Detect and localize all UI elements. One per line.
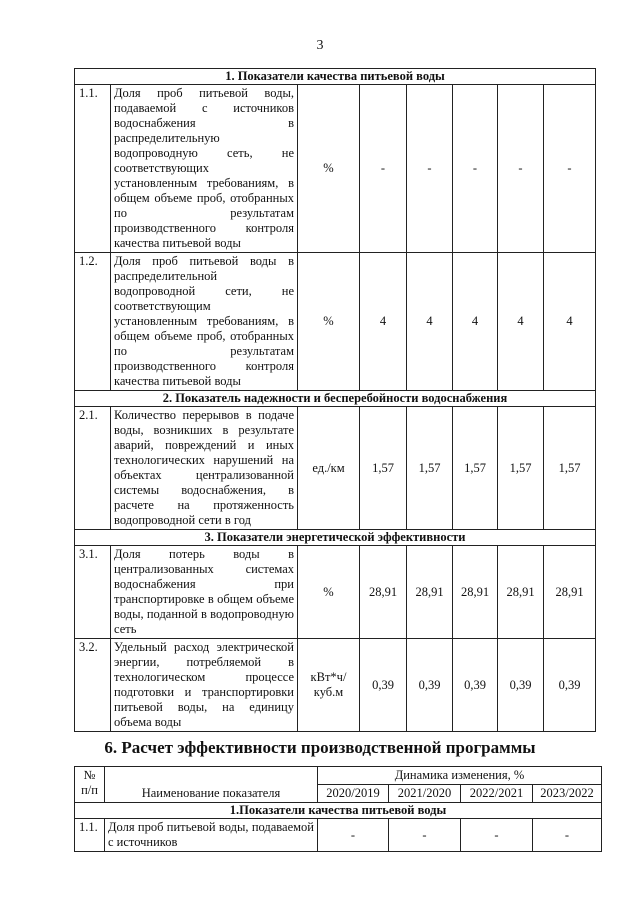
unit-cell: % bbox=[298, 546, 360, 639]
section-title: 2. Показатель надежности и бесперебойности водоснабжения bbox=[75, 391, 596, 407]
indicators-table bbox=[74, 68, 596, 732]
value-cell: 4 bbox=[407, 253, 453, 391]
value-cell: 0,39 bbox=[360, 639, 407, 732]
value-cell: - bbox=[544, 85, 596, 253]
value-cell: - bbox=[318, 819, 389, 852]
table-row bbox=[75, 639, 596, 732]
row-number: 3.2. bbox=[75, 639, 111, 732]
table-row bbox=[75, 253, 596, 391]
row-number: 1.1. bbox=[75, 819, 105, 852]
section-heading: 6. Расчет эффективности производственной программы bbox=[104, 738, 536, 757]
value-cell: 28,91 bbox=[544, 546, 596, 639]
table-row bbox=[75, 546, 596, 639]
value-cell: - bbox=[389, 819, 461, 852]
year-header: 2022/2021 bbox=[461, 785, 533, 803]
page-number: 3 bbox=[316, 38, 324, 53]
table-row bbox=[75, 85, 596, 253]
row-description: Доля потерь воды в централизованных системах водоснабжения при транспортировке в общем объеме воды, поданной в водопроводную сеть bbox=[111, 546, 298, 639]
value-cell: - bbox=[498, 85, 544, 253]
unit-cell: кВт*ч/ куб.м bbox=[298, 639, 360, 732]
value-cell: 0,39 bbox=[544, 639, 596, 732]
value-cell: 28,91 bbox=[498, 546, 544, 639]
value-cell: - bbox=[453, 85, 498, 253]
row-number: 3.1. bbox=[75, 546, 111, 639]
value-cell: 28,91 bbox=[360, 546, 407, 639]
value-cell: 1,57 bbox=[498, 407, 544, 530]
col-name-header: Наименование показателя bbox=[105, 767, 318, 803]
section-title: 1.Показатели качества питьевой воды bbox=[75, 803, 602, 819]
row-description: Доля проб питьевой воды, подаваемой с источников bbox=[105, 819, 318, 852]
efficiency-table bbox=[74, 766, 602, 852]
value-cell: 1,57 bbox=[453, 407, 498, 530]
value-cell: 4 bbox=[544, 253, 596, 391]
value-cell: - bbox=[533, 819, 602, 852]
row-description: Доля проб питьевой воды в распределительной водопроводной сети, не соответствующим установленным требованиям, в общем объеме проб, отобранных по результатам производственного контроля качества питьевой воды bbox=[111, 253, 298, 391]
table-row bbox=[75, 407, 596, 530]
year-header: 2020/2019 bbox=[318, 785, 389, 803]
row-number: 2.1. bbox=[75, 407, 111, 530]
row-description: Удельный расход электрической энергии, потребляемой в технологическом процессе подготовки и транспортировки питьевой воды, на единицу объема воды bbox=[111, 639, 298, 732]
value-cell: 28,91 bbox=[407, 546, 453, 639]
year-header: 2021/2020 bbox=[389, 785, 461, 803]
value-cell: 4 bbox=[498, 253, 544, 391]
value-cell: - bbox=[360, 85, 407, 253]
row-number: 1.1. bbox=[75, 85, 111, 253]
section-title: 1. Показатели качества питьевой воды bbox=[75, 69, 596, 85]
unit-cell: % bbox=[298, 253, 360, 391]
value-cell: 4 bbox=[360, 253, 407, 391]
value-cell: 0,39 bbox=[407, 639, 453, 732]
dynamics-header: Динамика изменения, % bbox=[318, 767, 602, 785]
section-title: 3. Показатели энергетической эффективности bbox=[75, 530, 596, 546]
value-cell: - bbox=[461, 819, 533, 852]
value-cell: 4 bbox=[453, 253, 498, 391]
value-cell: 1,57 bbox=[407, 407, 453, 530]
value-cell: 1,57 bbox=[544, 407, 596, 530]
value-cell: 0,39 bbox=[498, 639, 544, 732]
row-description: Количество перерывов в подаче воды, возникших в результате аварий, повреждений и иных технологических нарушений на объектах централизованной системы водоснабжения, в расчете на протяженность водопроводной сети в год bbox=[111, 407, 298, 530]
col-num-header: № п/п bbox=[75, 767, 105, 803]
unit-cell: ед./км bbox=[298, 407, 360, 530]
value-cell: 1,57 bbox=[360, 407, 407, 530]
value-cell: - bbox=[407, 85, 453, 253]
unit-cell: % bbox=[298, 85, 360, 253]
row-description: Доля проб питьевой воды, подаваемой с источников водоснабжения в распределительную водопроводную сеть, не соответствующих установленным требованиям, в общем объеме проб, отобранных по результатам производственного контроля качества питьевой воды bbox=[111, 85, 298, 253]
row-number: 1.2. bbox=[75, 253, 111, 391]
value-cell: 28,91 bbox=[453, 546, 498, 639]
year-header: 2023/2022 bbox=[533, 785, 602, 803]
value-cell: 0,39 bbox=[453, 639, 498, 732]
